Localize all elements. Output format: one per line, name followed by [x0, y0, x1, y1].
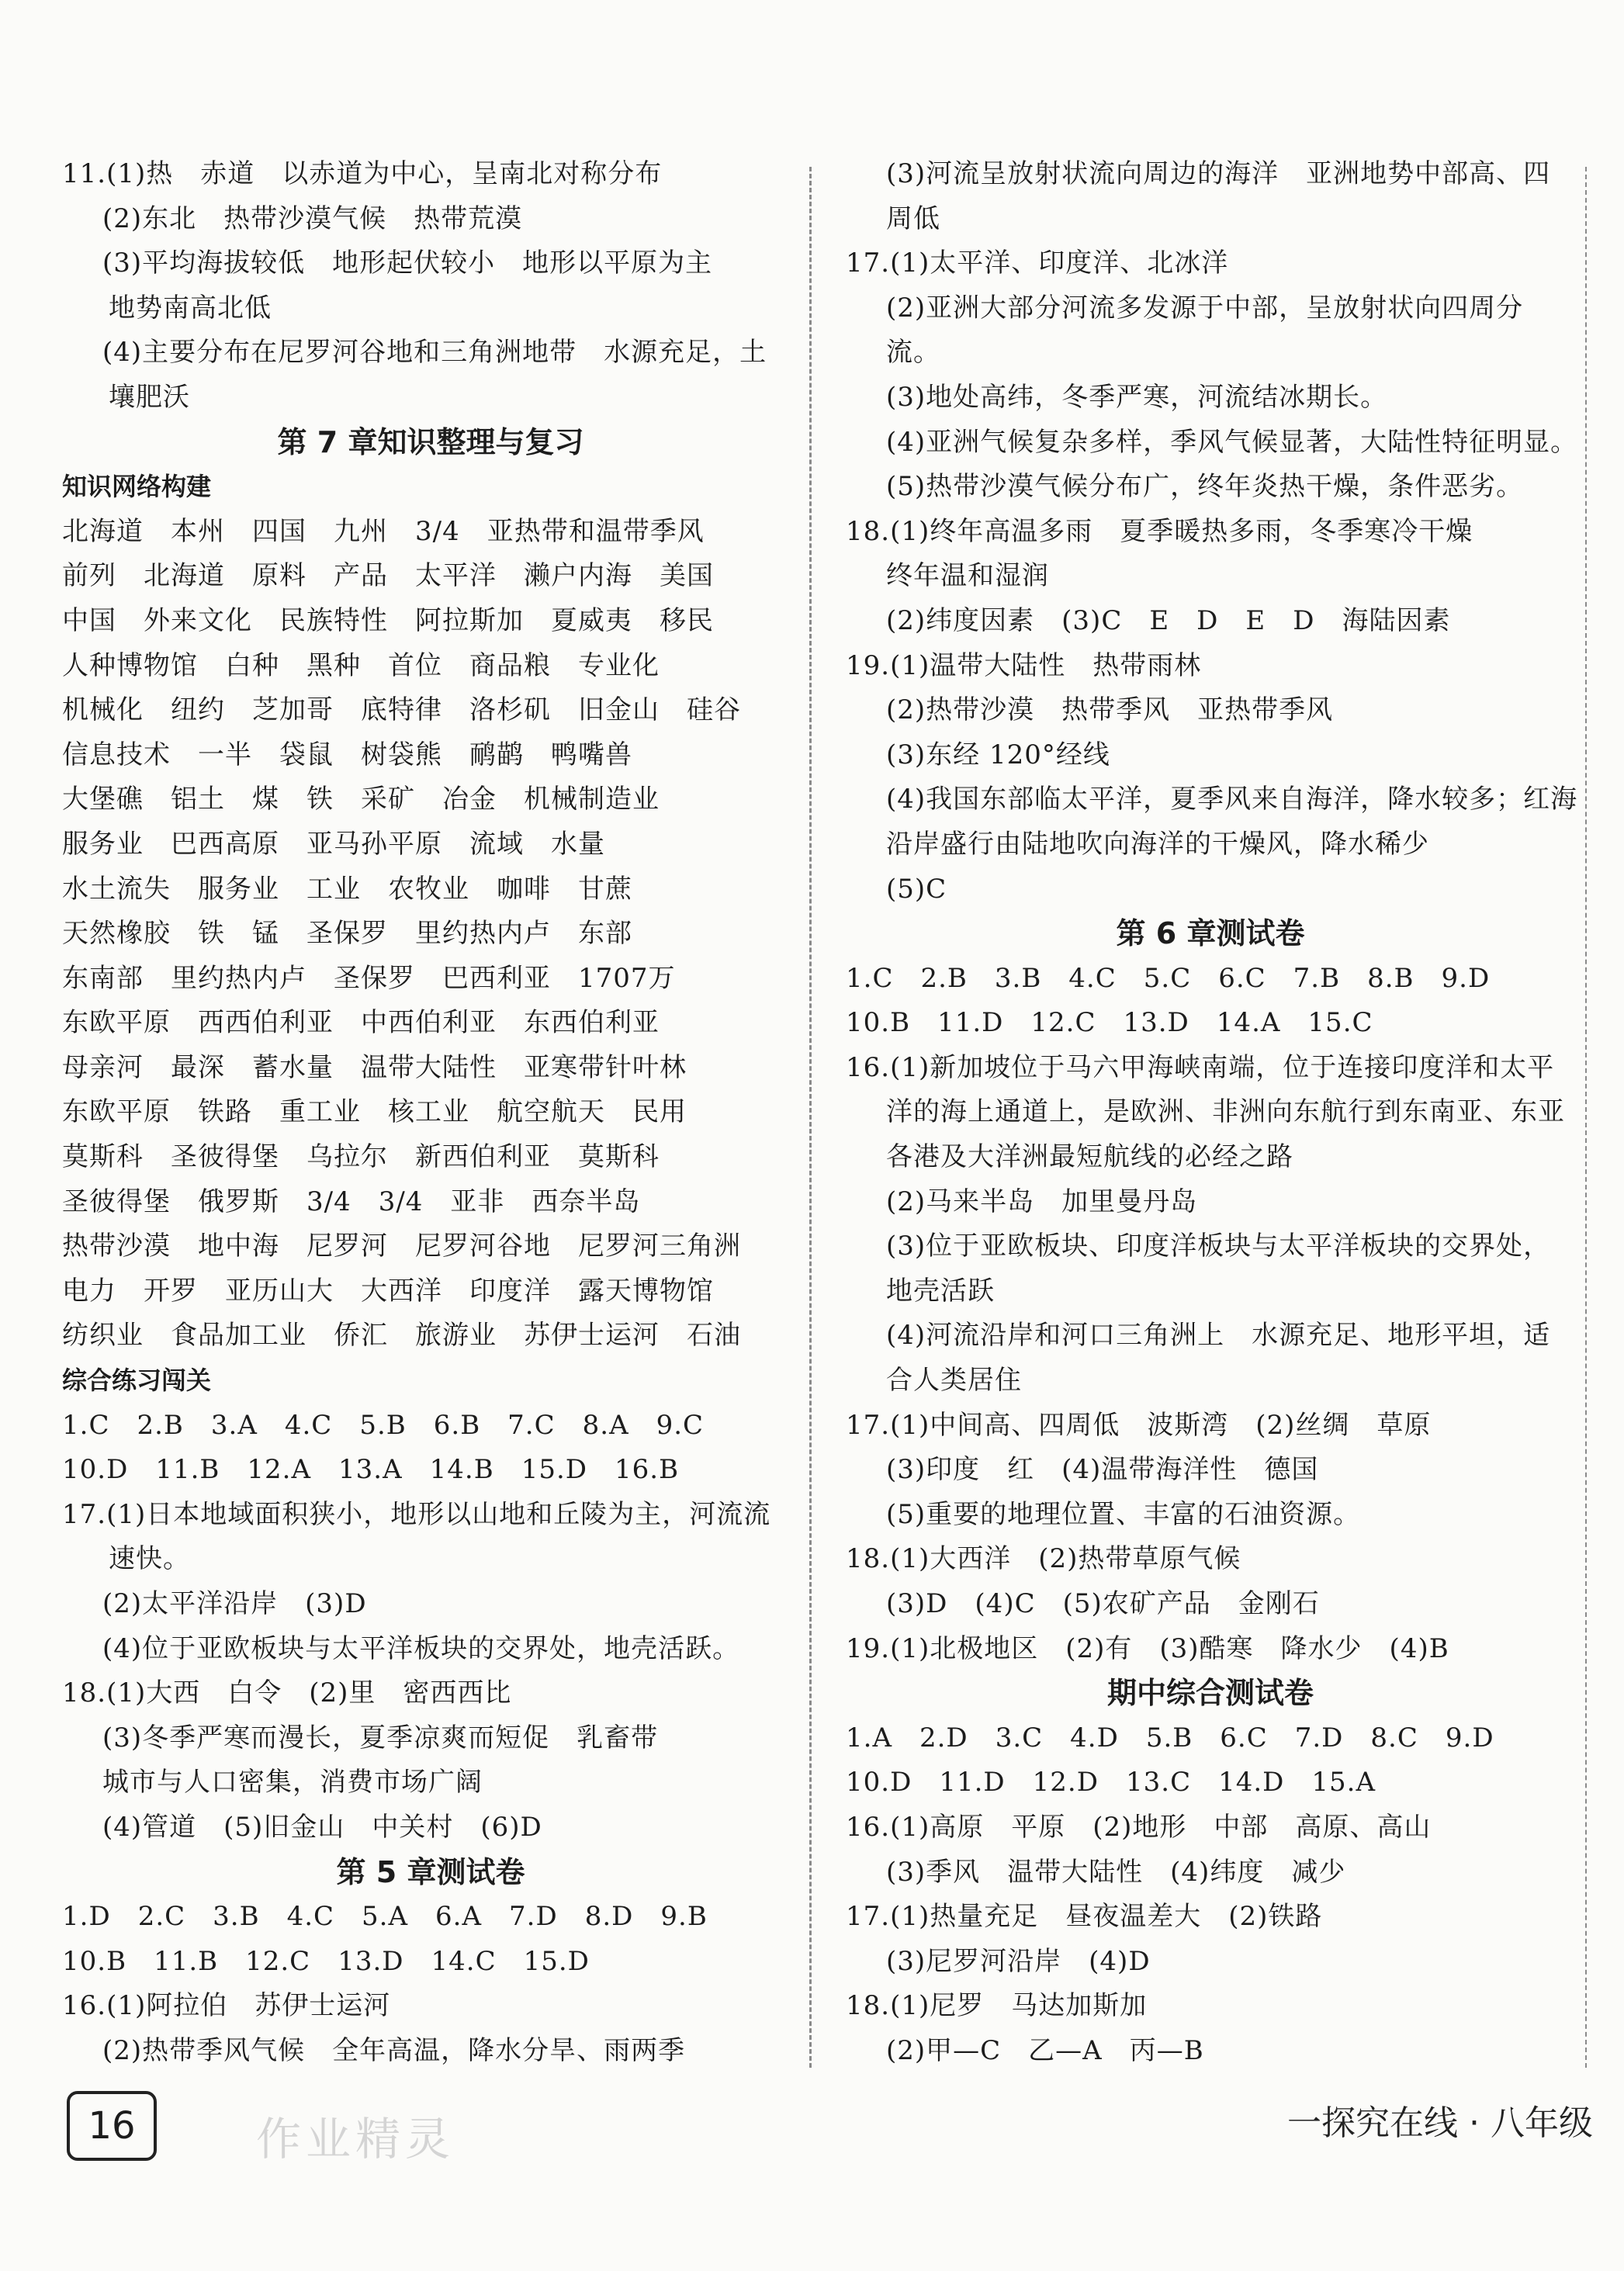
answer-line: (2)太平洋沿岸 (3)D: [102, 1588, 367, 1619]
answer-line: (5)热带沙漠气候分布广，终年炎热干燥，条件恶劣。: [886, 471, 1524, 503]
answer-line: (2)东北 热带沙漠气候 热带荒漠: [102, 203, 523, 234]
answer-line: 大堡礁 铝土 煤 铁 采矿 冶金 机械制造业: [62, 784, 660, 815]
answer-line: 各港及大洋洲最短航线的必经之路: [886, 1141, 1293, 1173]
answer-line: (4)位于亚欧板块与太平洋板块的交界处，地壳活跃。: [102, 1632, 740, 1664]
answer-line: 中国 外来文化 民族特性 阿拉斯加 夏威夷 移民: [62, 604, 714, 636]
answer-line: 10.B 11.B 12.C 13.D 14.C 15.D: [62, 1945, 590, 1977]
answer-line: (3)D (4)C (5)农矿产品 金刚石: [886, 1588, 1320, 1619]
answer-line: (3)冬季严寒而漫长，夏季凉爽而短促 乳畜带: [102, 1722, 659, 1753]
answer-line: 10.D 11.D 12.D 13.C 14.D 15.A: [846, 1767, 1376, 1798]
section-heading: 期中综合测试卷: [1106, 1676, 1314, 1711]
answer-line: 母亲河 最深 蓄水量 温带大陆性 亚寒带针叶林: [62, 1051, 687, 1083]
answer-line: 19.(1)温带大陆性 热带雨林: [846, 649, 1202, 681]
answer-line: 1.A 2.D 3.C 4.D 5.B 6.C 7.D 8.C 9.D: [846, 1722, 1494, 1753]
answer-line: 东欧平原 铁路 重工业 核工业 航空航天 民用: [62, 1096, 687, 1128]
section-heading: 第 7 章知识整理与复习: [277, 424, 584, 459]
column-divider: [809, 167, 812, 2068]
answer-line: 16.(1)高原 平原 (2)地形 中部 高原、高山: [846, 1811, 1432, 1843]
answer-line: 16.(1)新加坡位于马六甲海峡南端，位于连接印度洋和太平: [846, 1051, 1555, 1083]
answer-line: 洋的海上通道上，是欧洲、非洲向东航行到东南亚、东亚: [886, 1096, 1565, 1128]
section-heading: 第 6 章测试卷: [1116, 916, 1305, 951]
answer-line: 地势南高北低: [109, 292, 272, 324]
answer-line: 1.C 2.B 3.A 4.C 5.B 6.B 7.C 8.A 9.C: [62, 1409, 705, 1441]
subsection-heading: 综合练习闯关: [62, 1366, 212, 1396]
answer-line: 人种博物馆 白种 黑种 首位 商品粮 专业化: [62, 649, 660, 681]
answer-line: 17.(1)热量充足 昼夜温差大 (2)铁路: [846, 1901, 1323, 1933]
answer-line: (5)重要的地理位置、丰富的石油资源。: [886, 1498, 1361, 1530]
answer-line: 17.(1)中间高、四周低 波斯湾 (2)丝绸 草原: [846, 1409, 1432, 1441]
subsection-heading: 知识网络构建: [62, 472, 212, 502]
answer-line: 沿岸盛行由陆地吹向海洋的干燥风，降水稀少: [886, 828, 1429, 860]
answer-line: (4)我国东部临太平洋，夏季风来自海洋，降水较多；红海: [886, 784, 1578, 815]
answer-line: (3)位于亚欧板块、印度洋板块与太平洋板块的交界处，: [886, 1231, 1551, 1262]
watermark-text: 作业精灵: [256, 2113, 455, 2165]
answer-line: (3)东经 120°经线: [886, 739, 1110, 770]
page-number: 16: [67, 2091, 157, 2161]
answer-line: 天然橡胶 铁 锰 圣保罗 里约热内卢 东部: [62, 918, 632, 950]
answer-line: (4)主要分布在尼罗河谷地和三角洲地带 水源充足，土: [102, 337, 767, 369]
answer-line: 18.(1)尼罗 马达加斯加: [846, 1990, 1148, 2022]
answer-line: 10.D 11.B 12.A 13.A 14.B 15.D 16.B: [62, 1454, 680, 1486]
answer-line: 莫斯科 圣彼得堡 乌拉尔 新西伯利亚 莫斯科: [62, 1141, 660, 1173]
answer-line: 速快。: [109, 1543, 190, 1575]
answer-line: 周低: [886, 203, 940, 234]
answer-line: (3)尼罗河沿岸 (4)D: [886, 1945, 1151, 1977]
answer-line: (4)亚洲气候复杂多样，季风气候显著，大陆性特征明显。: [886, 426, 1578, 458]
section-heading: 第 5 章测试卷: [336, 1854, 525, 1889]
answer-line: (4)管道 (5)旧金山 中关村 (6)D: [102, 1811, 542, 1843]
answer-line: 17.(1)日本地域面积狭小，地形以山地和丘陵为主，河流流: [62, 1498, 771, 1530]
answer-line: 11.(1)热 赤道 以赤道为中心，呈南北对称分布: [62, 158, 663, 189]
answer-line: 北海道 本州 四国 九州 3/4 亚热带和温带季风: [62, 515, 705, 547]
answer-line: 终年温和湿润: [886, 560, 1049, 592]
answer-line: (5)C: [886, 873, 947, 905]
right-margin-divider: [1585, 167, 1587, 2068]
answer-line: 前列 北海道 原料 产品 太平洋 濑户内海 美国: [62, 560, 714, 592]
answer-line: 东欧平原 西西伯利亚 中西伯利亚 东西伯利亚: [62, 1007, 660, 1039]
answer-line: 1.C 2.B 3.B 4.C 5.C 6.C 7.B 8.B 9.D: [846, 962, 1491, 994]
answer-line: (2)热带季风气候 全年高温，降水分旱、雨两季: [102, 2034, 686, 2066]
answer-line: (3)平均海拔较低 地形起伏较小 地形以平原为主: [102, 248, 713, 279]
answer-line: 城市与人口密集，消费市场广阔: [102, 1767, 483, 1798]
answer-line: 热带沙漠 地中海 尼罗河 尼罗河谷地 尼罗河三角洲: [62, 1231, 741, 1262]
answer-line: 19.(1)北极地区 (2)有 (3)酷寒 降水少 (4)B: [846, 1632, 1449, 1664]
answer-line: (2)马来半岛 加里曼丹岛: [886, 1186, 1198, 1217]
answer-line: 信息技术 一半 袋鼠 树袋熊 鸸鹋 鸭嘴兽: [62, 739, 632, 770]
answer-line: 17.(1)太平洋、印度洋、北冰洋: [846, 248, 1229, 279]
answer-line: (3)地处高纬，冬季严寒，河流结冰期长。: [886, 381, 1388, 413]
answer-line: 纺织业 食品加工业 侨汇 旅游业 苏伊士运河 石油: [62, 1320, 741, 1352]
left-column: [62, 152, 799, 2074]
answer-line: 合人类居住: [886, 1365, 1022, 1397]
answer-line: (3)河流呈放射状流向周边的海洋 亚洲地势中部高、四: [886, 158, 1551, 189]
answer-line: 水土流失 服务业 工业 农牧业 咖啡 甘蔗: [62, 873, 632, 905]
right-column: [846, 152, 1578, 2074]
answer-line: 1.D 2.C 3.B 4.C 5.A 6.A 7.D 8.D 9.B: [62, 1901, 708, 1933]
answer-line: 圣彼得堡 俄罗斯 3/4 3/4 亚非 西奈半岛: [62, 1186, 641, 1217]
answer-line: 流。: [886, 337, 940, 369]
footer-series-label: 一探究在线 · 八年级: [1287, 2103, 1593, 2143]
answer-line: (2)甲—C 乙—A 丙—B: [886, 2034, 1204, 2066]
answer-line: 服务业 巴西高原 亚马孙平原 流域 水量: [62, 828, 605, 860]
answer-line: (2)热带沙漠 热带季风 亚热带季风: [886, 694, 1334, 726]
answer-line: 地壳活跃: [886, 1275, 995, 1307]
answer-line: 东南部 里约热内卢 圣保罗 巴西利亚 1707万: [62, 962, 676, 994]
answer-line: 16.(1)阿拉伯 苏伊士运河: [62, 1990, 391, 2022]
answer-line: (2)纬度因素 (3)C E D E D 海陆因素: [886, 604, 1451, 636]
answer-line: 电力 开罗 亚历山大 大西洋 印度洋 露天博物馆: [62, 1275, 714, 1307]
answer-line: 壤肥沃: [109, 381, 190, 413]
answer-line: 18.(1)大西洋 (2)热带草原气候: [846, 1543, 1241, 1575]
answer-line: 机械化 纽约 芝加哥 底特律 洛杉矶 旧金山 硅谷: [62, 694, 741, 726]
answer-line: 18.(1)大西 白令 (2)里 密西西比: [62, 1677, 512, 1709]
answer-line: 10.B 11.D 12.C 13.D 14.A 15.C: [846, 1007, 1373, 1039]
answer-line: (3)季风 温带大陆性 (4)纬度 减少: [886, 1856, 1346, 1888]
answer-line: (2)亚洲大部分河流多发源于中部，呈放射状向四周分: [886, 292, 1524, 324]
answer-line: (3)印度 红 (4)温带海洋性 德国: [886, 1454, 1319, 1486]
answer-line: 18.(1)终年高温多雨 夏季暖热多雨，冬季寒冷干燥: [846, 515, 1473, 547]
answer-line: (4)河流沿岸和河口三角洲上 水源充足、地形平坦，适: [886, 1320, 1551, 1352]
